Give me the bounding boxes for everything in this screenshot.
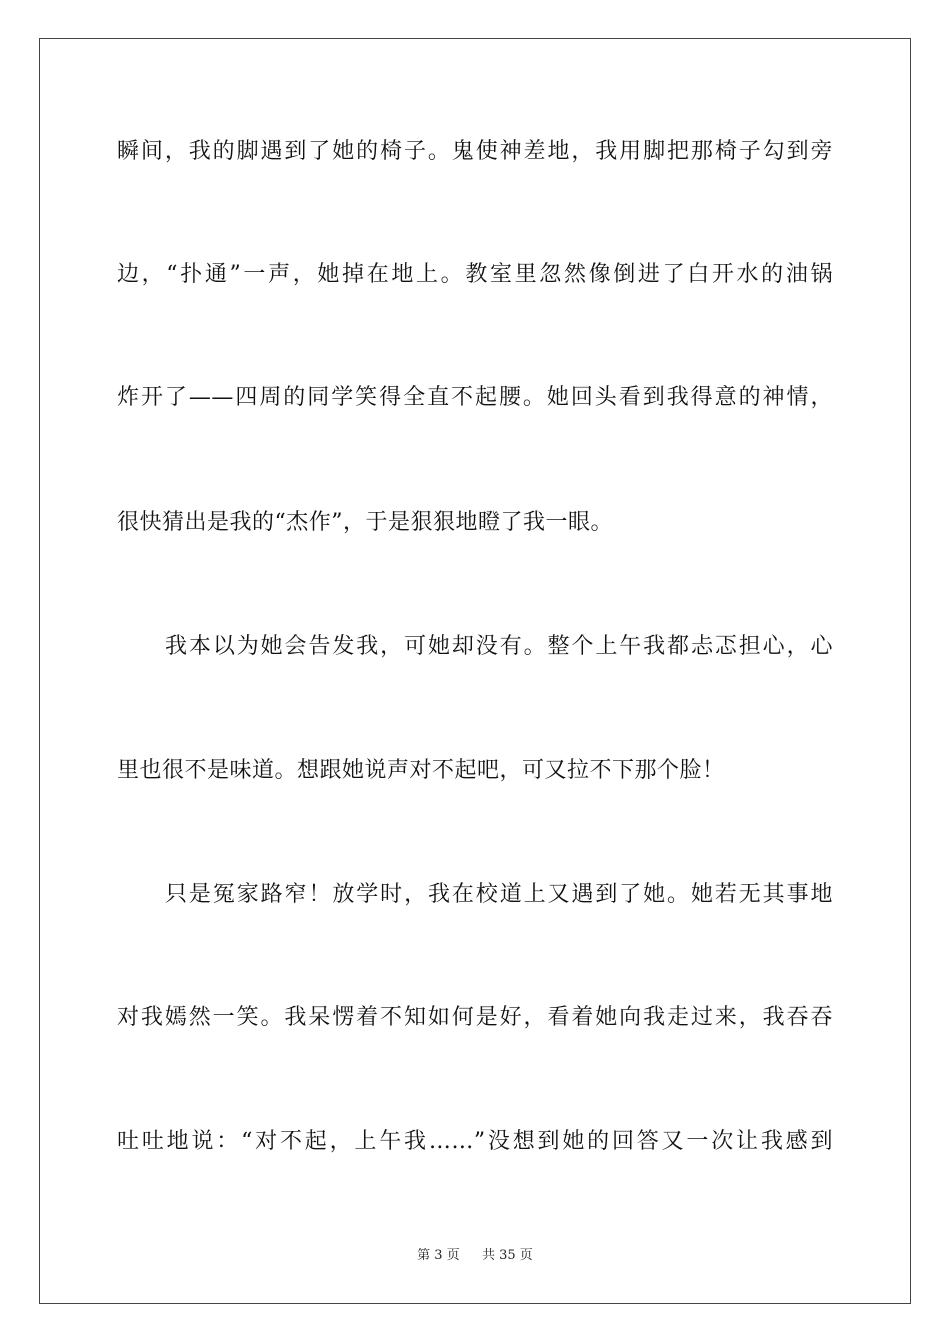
page-footer — [0, 1248, 950, 1264]
text-line-1: 瞬间，我的脚遇到了她的椅子。鬼使神差地，我用脚把那椅子勾到旁 — [117, 139, 833, 164]
text-line-6: 里也很不是味道。想跟她说声对不起吧，可又拉不下那个脸！ — [117, 758, 725, 783]
text-line-8: 对我嫣然一笑。我呆愣着不知如何是好，看着她向我走过来，我吞吞 — [117, 1005, 833, 1030]
text-line-4: 很快猜出是我的“杰作”，于是狠狠地瞪了我一眼。 — [117, 510, 613, 535]
text-line-3: 炸开了——四周的同学笑得全直不起腰。她回头看到我得意的神情， — [117, 385, 833, 410]
text-line-7: 只是冤家路窄！放学时，我在校道上又遇到了她。她若无其事地 — [165, 882, 833, 907]
page-total: 共 35 页 — [482, 1248, 533, 1263]
page-number: 第 3 页 — [417, 1248, 460, 1263]
text-line-5: 我本以为她会告发我，可她却没有。整个上午我都忐忑担心，心 — [165, 634, 833, 659]
page-border — [39, 38, 911, 1304]
text-line-2: 边，“扑通”一声，她掉在地上。教室里忽然像倒进了白开水的油锅 — [117, 262, 833, 287]
text-line-9: 吐吐地说：“对不起，上午我……”没想到她的回答又一次让我感到 — [117, 1129, 833, 1154]
